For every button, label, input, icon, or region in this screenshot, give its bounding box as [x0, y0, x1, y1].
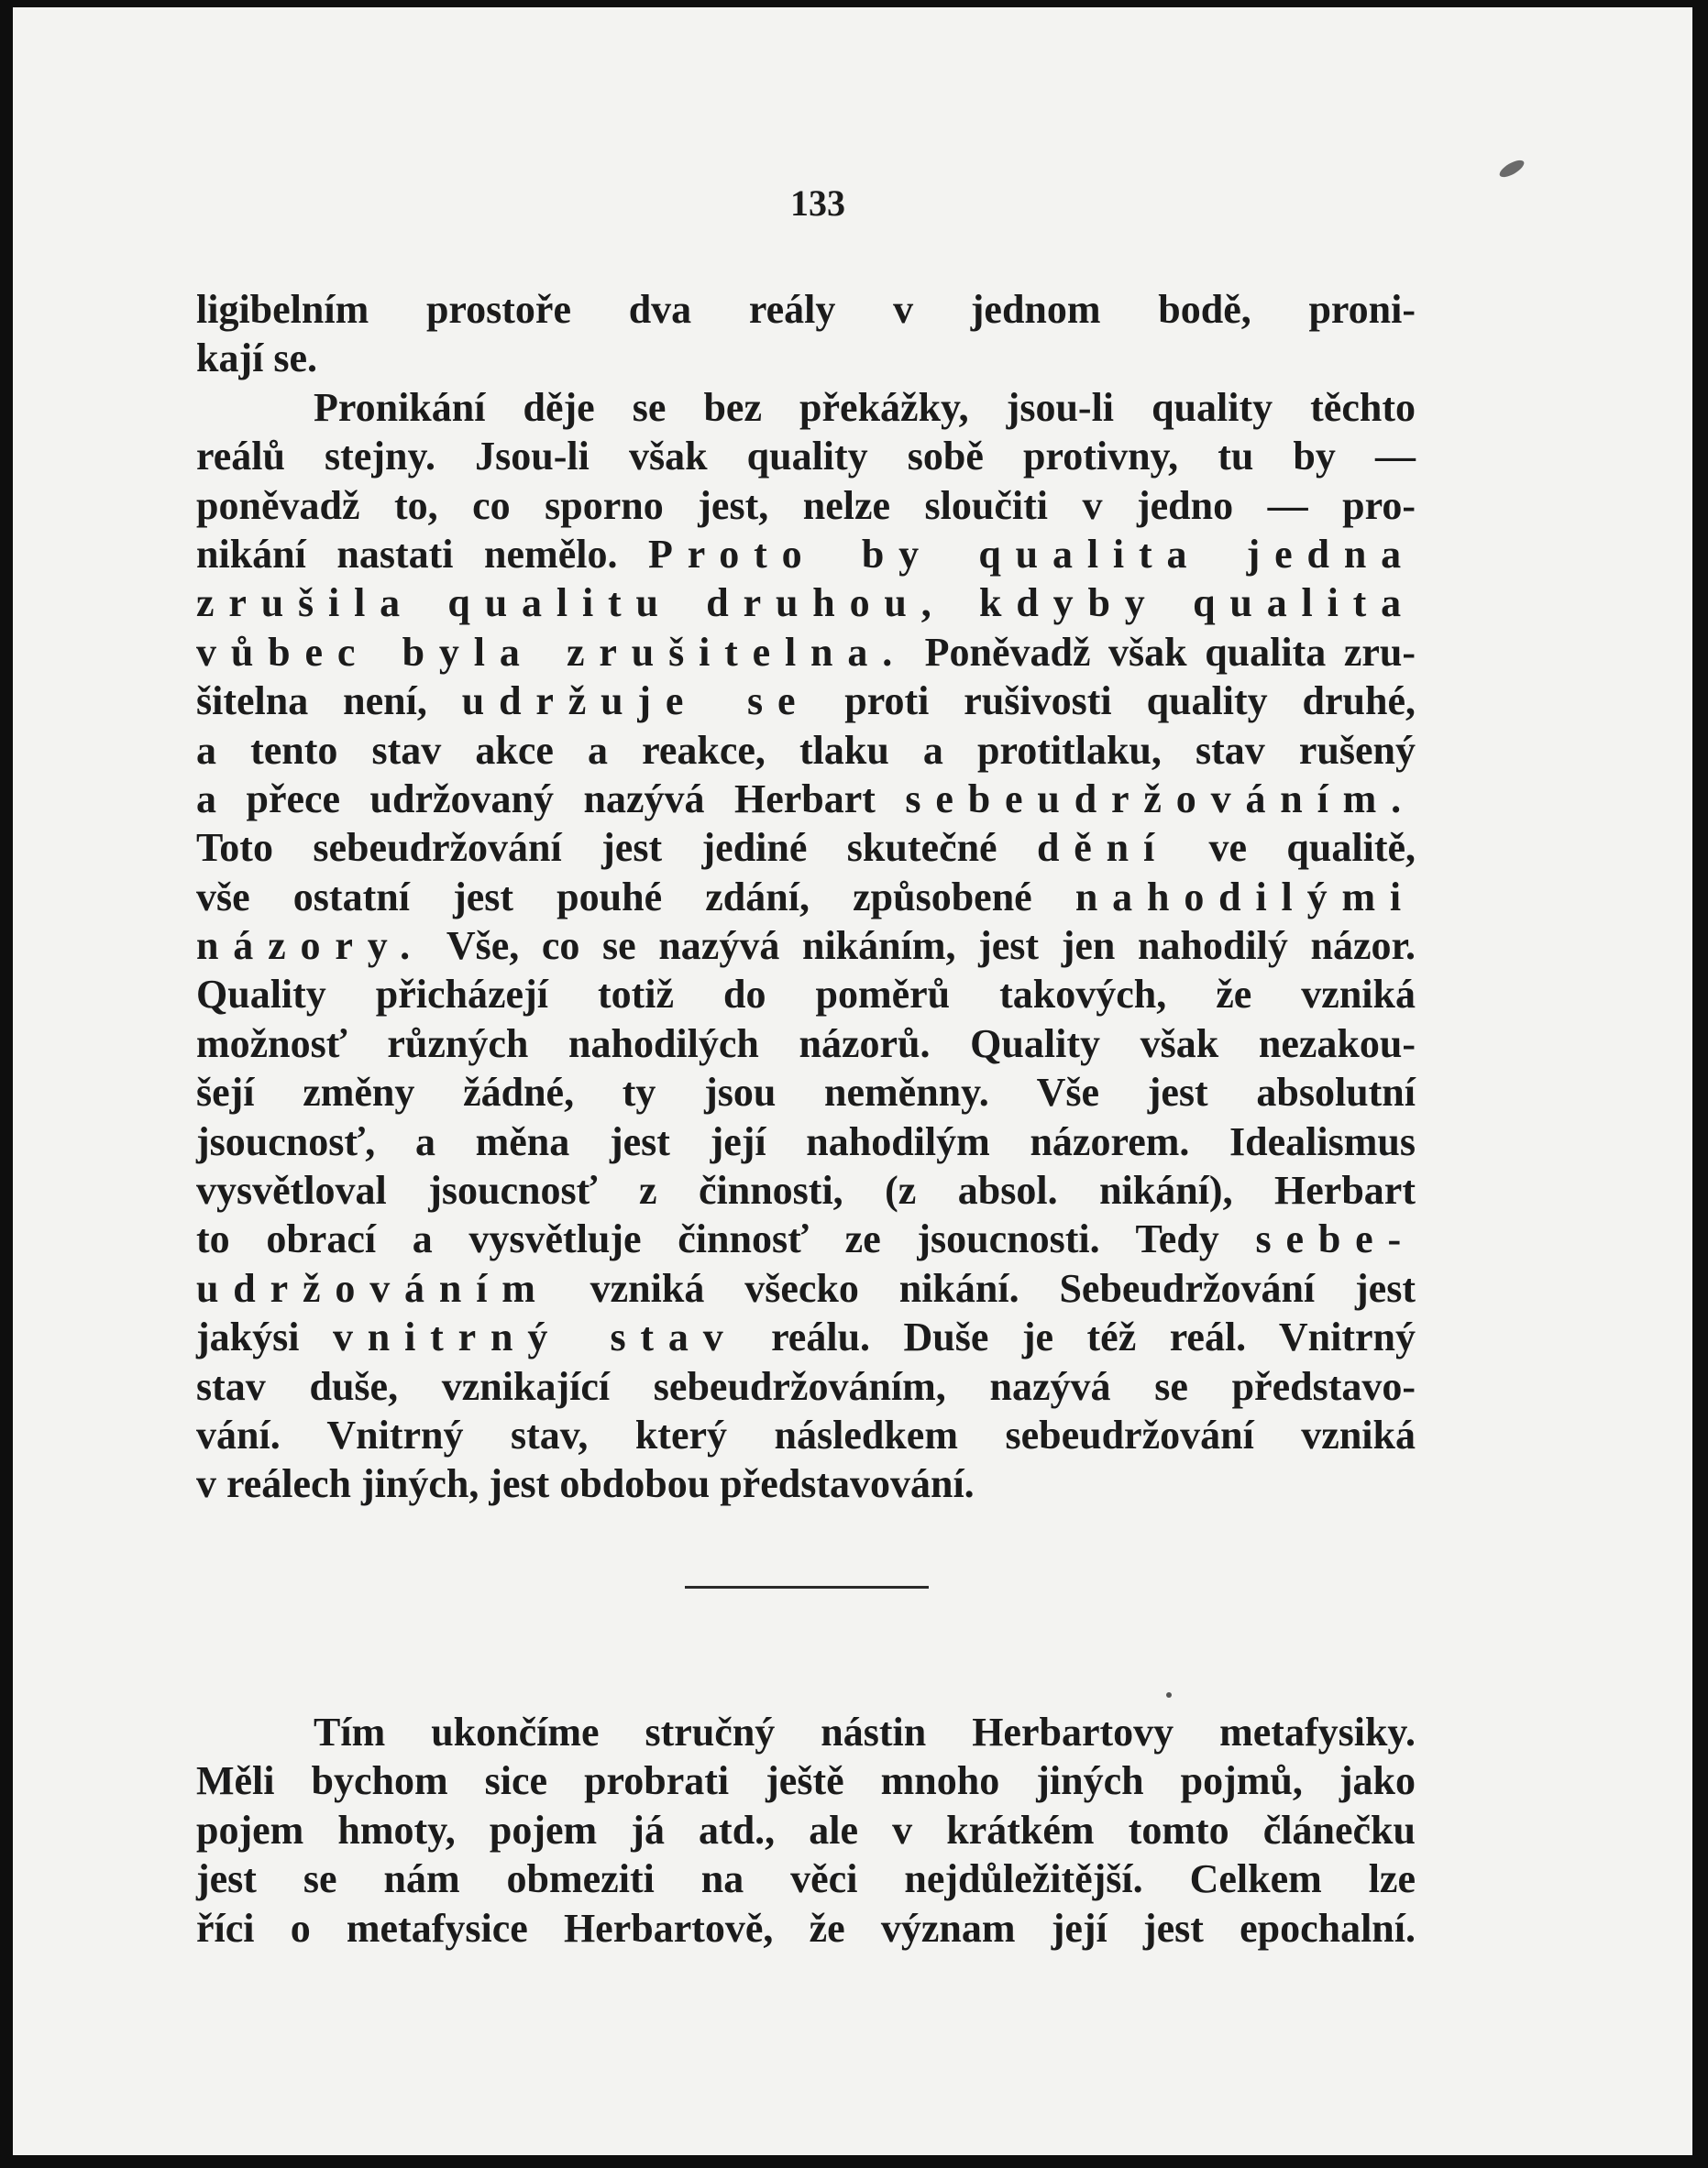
- page-number: 133: [790, 182, 845, 224]
- text-line: a tento stav akce a reakce, tlaku a protitlaku, stav rušený: [196, 727, 1416, 773]
- text-line: [196, 578, 1416, 627]
- text-line: poněvadž to, co sporno jest, nelze sloučiti v jedno — pro-: [196, 482, 1416, 528]
- text-line: vání. Vnitrný stav, který následkem sebeudržování vzniká: [196, 1412, 1416, 1458]
- text-line: stav duše, vznikající sebeudržováním, nazývá se představo-: [196, 1363, 1416, 1409]
- spaced-emphasis: udržováním: [196, 1265, 550, 1311]
- text-line: Toto sebeudržování jest jediné skutečné dění ve qualitě,: [196, 825, 1416, 871]
- section-divider: [685, 1586, 929, 1589]
- text-line: Pronikání děje se bez překážky, jsou-li quality těchto: [314, 384, 1416, 430]
- spaced-emphasis: názory.: [196, 923, 424, 969]
- dust-speck: [1166, 1692, 1172, 1698]
- text-line: říci o metafysice Herbartově, že význam její jest epochalní.: [196, 1905, 1416, 1951]
- paragraph-block-herbart-realy: [196, 285, 1416, 1509]
- text-line: vše ostatní jest pouhé zdání, způsobené nahodilými: [196, 874, 1416, 919]
- text-line: jakýsi vnitrný stav reálu. Duše je též reál. Vnitrný: [196, 1315, 1416, 1360]
- text-line: pojem hmoty, pojem já atd., ale v krátkém tomto článečku: [196, 1807, 1416, 1853]
- ink-mark: [1497, 157, 1526, 180]
- text-line: vůbec byla zrušitelna. Poněvadž však qualita zru-: [196, 629, 1416, 675]
- spaced-emphasis: vůbec byla zrušitelna.: [196, 629, 908, 675]
- paragraph-block-conclusion: [196, 1708, 1416, 1953]
- spaced-emphasis: dění: [1037, 825, 1170, 871]
- text-line: názory. Vše, co se nazývá nikáním, jest jen nahodilý názor.: [196, 923, 1416, 969]
- text-line: jsoucnosť, a měna jest její nahodilým názorem. Idealismus: [196, 1118, 1416, 1164]
- book-page: [13, 7, 1692, 2155]
- text-line: jest se nám obmeziti na věci nejdůležitější. Celkem lze: [196, 1856, 1416, 1902]
- text-line: kají se.: [196, 336, 317, 381]
- text-line: v reálech jiných, jest obdobou představování.: [196, 1461, 975, 1507]
- text-line: Měli bychom sice probrati ještě mnoho jiných pojmů, jako: [196, 1758, 1416, 1804]
- text-line: reálů stejny. Jsou-li však quality sobě protivny, tu by —: [196, 434, 1416, 479]
- spaced-emphasis: Proto by qualita jedna: [648, 531, 1416, 577]
- spaced-emphasis: sebe-: [1255, 1216, 1416, 1262]
- spaced-emphasis: zrušila qualitu druhou, kdyby qualita: [196, 580, 1416, 626]
- text-line: a přece udržovaný nazývá Herbart sebeudržováním.: [196, 776, 1416, 821]
- spaced-emphasis: sebeudržováním.: [905, 776, 1416, 821]
- text-line: šitelna není, udržuje se proti rušivosti quality druhé,: [196, 678, 1416, 724]
- text-line: možnosť různých nahodilých názorů. Quality však nezakou-: [196, 1020, 1416, 1066]
- text-line: ligibelním prostoře dva reály v jednom bodě, proni-: [196, 287, 1416, 332]
- spaced-emphasis: vnitrný stav: [332, 1315, 738, 1360]
- spaced-emphasis: udržuje se: [461, 678, 810, 724]
- text-line: to obrací a vysvětluje činnosť ze jsoucnosti. Tedy sebe-: [196, 1216, 1416, 1262]
- text-line: nikání nastati nemělo. Proto by qualita jedna: [196, 531, 1416, 577]
- spaced-emphasis: nahodilými: [1074, 874, 1416, 919]
- text-line: Quality přicházejí totiž do poměrů takových, že vzniká: [196, 972, 1416, 1018]
- text-line: Tím ukončíme stručný nástin Herbartovy metafysiky.: [314, 1710, 1416, 1755]
- text-line: udržováním vzniká všecko nikání. Sebeudržování jest: [196, 1265, 1416, 1311]
- text-line: šejí změny žádné, ty jsou neměnny. Vše jest absolutní: [196, 1070, 1416, 1116]
- text-line: vysvětloval jsoucnosť z činnosti, (z absol. nikání), Herbart: [196, 1168, 1416, 1214]
